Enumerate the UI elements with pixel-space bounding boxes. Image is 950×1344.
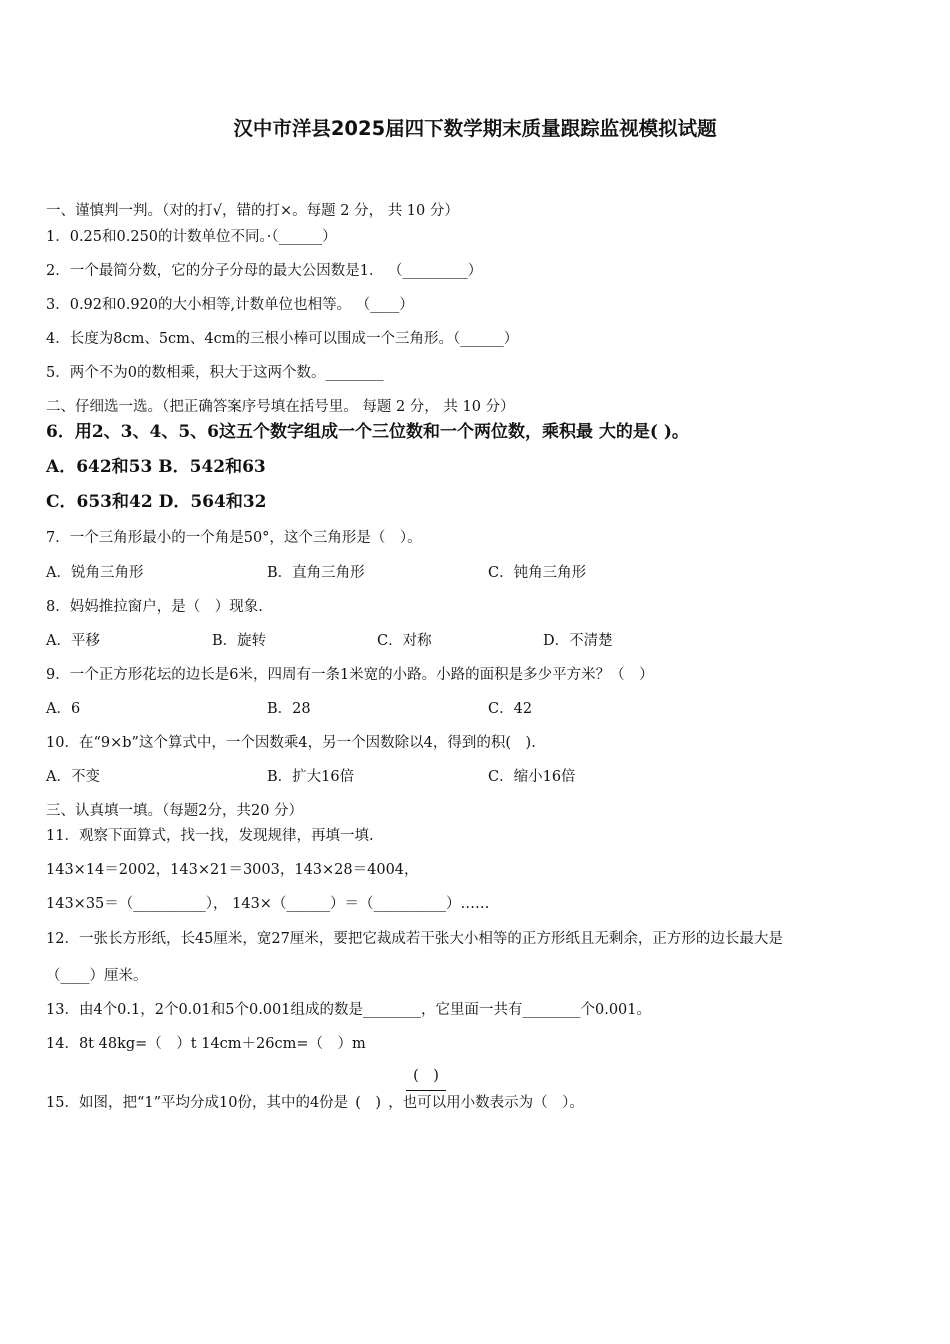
fraction-bar <box>406 1090 446 1091</box>
question-11: 11．观察下面算式，找一找，发现规律，再填一填. <box>46 828 374 844</box>
question-10-option-a: A．不变 <box>46 769 100 785</box>
question-8: 8．妈妈推拉窗户，是（ ）现象. <box>46 599 263 615</box>
question-9-option-b: B．28 <box>267 701 311 717</box>
section2-header: 二、仔细选一选。（把正确答案序号填在括号里。 每题 2 分， 共 10 分） <box>46 399 515 415</box>
question-8-option-b: B．旋转 <box>212 633 267 649</box>
page-title: 汉中市洋县2025届四下数学期末质量跟踪监视模拟试题 <box>233 117 717 140</box>
question-7-option-a: A．锐角三角形 <box>46 565 144 581</box>
question-10-option-c: C．缩小16倍 <box>488 769 576 785</box>
question-7: 7．一个三角形最小的一个角是50°，这个三角形是（ ）。 <box>46 530 422 546</box>
question-9-option-c: C．42 <box>488 701 533 717</box>
question-2: 2．一个最简分数，它的分子分母的最大公因数是1． （_________） <box>46 263 483 279</box>
fraction-numerator: ( ) <box>413 1068 439 1084</box>
question-11-line1: 143×14＝2002，143×21＝3003，143×28＝4004， <box>46 862 419 878</box>
question-8-option-a: A．平移 <box>46 633 100 649</box>
question-4: 4．长度为8cm、5cm、4cm的三根小棒可以围成一个三角形。（______） <box>46 331 519 347</box>
question-12-line1: 12．一张长方形纸，长45厘米，宽27厘米，要把它裁成若干张大小相等的正方形纸且无剩余，正方形的边长最大是 <box>46 931 783 947</box>
question-10: 10．在“9×b”这个算式中，一个因数乘4，另一个因数除以4，得到的积( ). <box>46 735 536 751</box>
question-7-option-b: B．直角三角形 <box>267 565 365 581</box>
question-6: 6．用2、3、4、5、6这五个数字组成一个三位数和一个两位数，乘积最 大的是( )。 <box>46 422 689 442</box>
question-3: 3．0.92和0.920的大小相等,计数单位也相等。 （____） <box>46 297 414 313</box>
section3-header: 三、认真填一填。（每题2分，共20 分） <box>46 803 304 819</box>
section1-header: 一、谨慎判一判。（对的打√，错的打×。每题 2 分， 共 10 分） <box>46 203 459 219</box>
question-6-options-row1: A．642和53 B．542和63 <box>46 457 266 477</box>
question-12-line2: （____）厘米。 <box>46 968 148 984</box>
question-9: 9．一个正方形花坛的边长是6米，四周有一条1米宽的小路。小路的面积是多少平方米？（ ） <box>46 667 654 683</box>
question-9-option-a: A．6 <box>46 701 81 717</box>
question-13: 13．由4个0.1，2个0.01和5个0.001组成的数是________，它里面一共有________个0.001。 <box>46 1002 651 1018</box>
fraction-denominator: ( ) <box>355 1095 382 1111</box>
question-7-option-c: C．钝角三角形 <box>488 565 587 581</box>
question-11-line2: 143×35＝（__________）， 143×（______）＝（__________）…… <box>46 896 490 912</box>
question-6-options-row2: C．653和42 D．564和32 <box>46 492 267 512</box>
question-8-option-c: C．对称 <box>377 633 432 649</box>
question-8-option-d: D．不清楚 <box>543 633 613 649</box>
question-15-suffix: ，也可以用小数表示为（ ）。 <box>388 1095 584 1111</box>
question-14: 14．8t 48kg=（ ）t 14cm＋26cm=（ ）m <box>46 1036 366 1052</box>
question-15-prefix: 15．如图，把“1”平均分成10份，其中的4份是 <box>46 1095 349 1111</box>
question-15 <box>46 1093 584 1113</box>
question-10-option-b: B．扩大16倍 <box>267 769 355 785</box>
question-5: 5．两个不为0的数相乘，积大于这两个数。________ <box>46 365 384 381</box>
question-1: 1．0.25和0.250的计数单位不同。·（______） <box>46 229 337 245</box>
